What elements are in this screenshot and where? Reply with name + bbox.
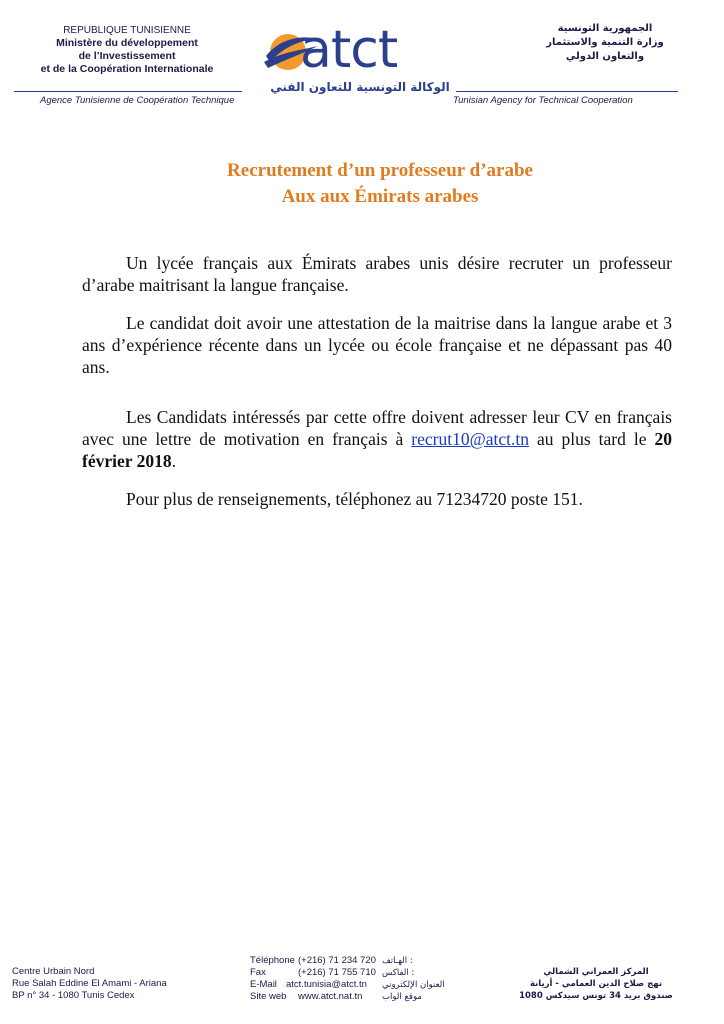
header-divider-left	[14, 91, 242, 92]
contact-value: (+216) 71 234 720	[298, 955, 376, 966]
title-line: Aux aux Émirats arabes	[281, 186, 479, 207]
header-divider-right	[456, 91, 678, 92]
paragraph-offer: Un lycée français aux Émirats arabes unis désire recruter un professeur d’arabe maitrisant la langue française.	[82, 253, 672, 295]
agency-name-fr: Agence Tunisienne de Coopération Technique	[40, 95, 235, 106]
contact-row-phone	[250, 955, 450, 967]
contact-value: (+216) 71 755 710	[298, 967, 376, 978]
ministry-fr-block	[14, 24, 240, 76]
contact-label: E-Mail	[250, 979, 277, 990]
application-text: au plus tard le	[528, 429, 655, 449]
contact-value[interactable]: atct.tunisia@atct.tn	[286, 979, 367, 990]
paragraph-requirements: Le candidat doit avoir une attestation de la maitrise dans la langue arabe et 3 ans d’expérience récente dans un lycée ou école française et ne dépassant pas 40 ans.	[82, 313, 672, 377]
contact-row-website	[250, 991, 450, 1003]
application-text: Les Candidats intéressés par cette offre doivent adresser leur CV en français avec une lettre de motivation en français à	[82, 407, 672, 449]
address-line-ar: صندوق بريد 34 تونس سيدكس 1080	[519, 991, 673, 1001]
ministry-fr-line: de l’Investissement	[78, 50, 176, 62]
contact-label-ar: : الهـاتف	[382, 956, 413, 966]
announcement-body	[82, 252, 672, 510]
ministry-fr-line: et de la Coopération Internationale	[40, 63, 214, 75]
ministry-ar-line: الجمهورية التونسية	[557, 23, 653, 34]
ministry-fr-line: Ministère du développement	[56, 37, 198, 49]
footer-contacts	[250, 955, 450, 1003]
paragraph-contact: Pour plus de renseignements, téléphonez au 71234720 poste 151.	[126, 489, 583, 509]
address-line: BP n° 34 - 1080 Tunis Cedex	[12, 990, 135, 1001]
email-link[interactable]: recrut10@atct.tn	[411, 429, 529, 449]
contact-label-ar: العنوان الإلكتروني	[382, 980, 445, 990]
contact-row-fax	[250, 967, 450, 979]
logo-arabic-name: الوكالة التونسية للتعاون الفني	[270, 80, 450, 94]
address-line-ar: نهج صلاح الدين العمامي - أريانة	[529, 979, 663, 989]
footer-address-ar	[496, 966, 696, 1002]
contact-label-ar: : الفاكس	[382, 968, 415, 978]
contact-label: Fax	[250, 967, 266, 978]
contact-label-ar: موقع الواب	[382, 992, 422, 1002]
address-line: Centre Urbain Nord	[12, 966, 95, 977]
contact-row-email	[250, 979, 450, 991]
agency-name-en: Tunisian Agency for Technical Cooperation	[453, 95, 633, 106]
title-line: Recrutement d’un professeur d’arabe	[227, 160, 533, 181]
contact-value[interactable]: www.atct.nat.tn	[298, 991, 363, 1002]
contact-label: Téléphone	[250, 955, 295, 966]
paragraph-application	[82, 406, 672, 472]
footer-address-fr	[12, 966, 167, 1002]
contact-label: Site web	[250, 991, 287, 1002]
address-line: Rue Salah Eddine El Amami - Ariana	[12, 978, 167, 989]
ministry-ar-line: وزارة التنمية والاستثمار	[546, 37, 664, 48]
ministry-ar-block	[510, 22, 700, 64]
ministry-fr-line: REPUBLIQUE TUNISIENNE	[63, 25, 191, 36]
application-text: .	[171, 451, 176, 471]
logo-wordmark: atct	[300, 20, 398, 80]
address-line-ar: المركز العمراني الشمالي	[543, 967, 649, 977]
deadline-date: 20 février 2018	[82, 429, 673, 471]
announcement-title	[60, 158, 700, 210]
ministry-ar-line: والتعاون الدولي	[565, 51, 645, 62]
